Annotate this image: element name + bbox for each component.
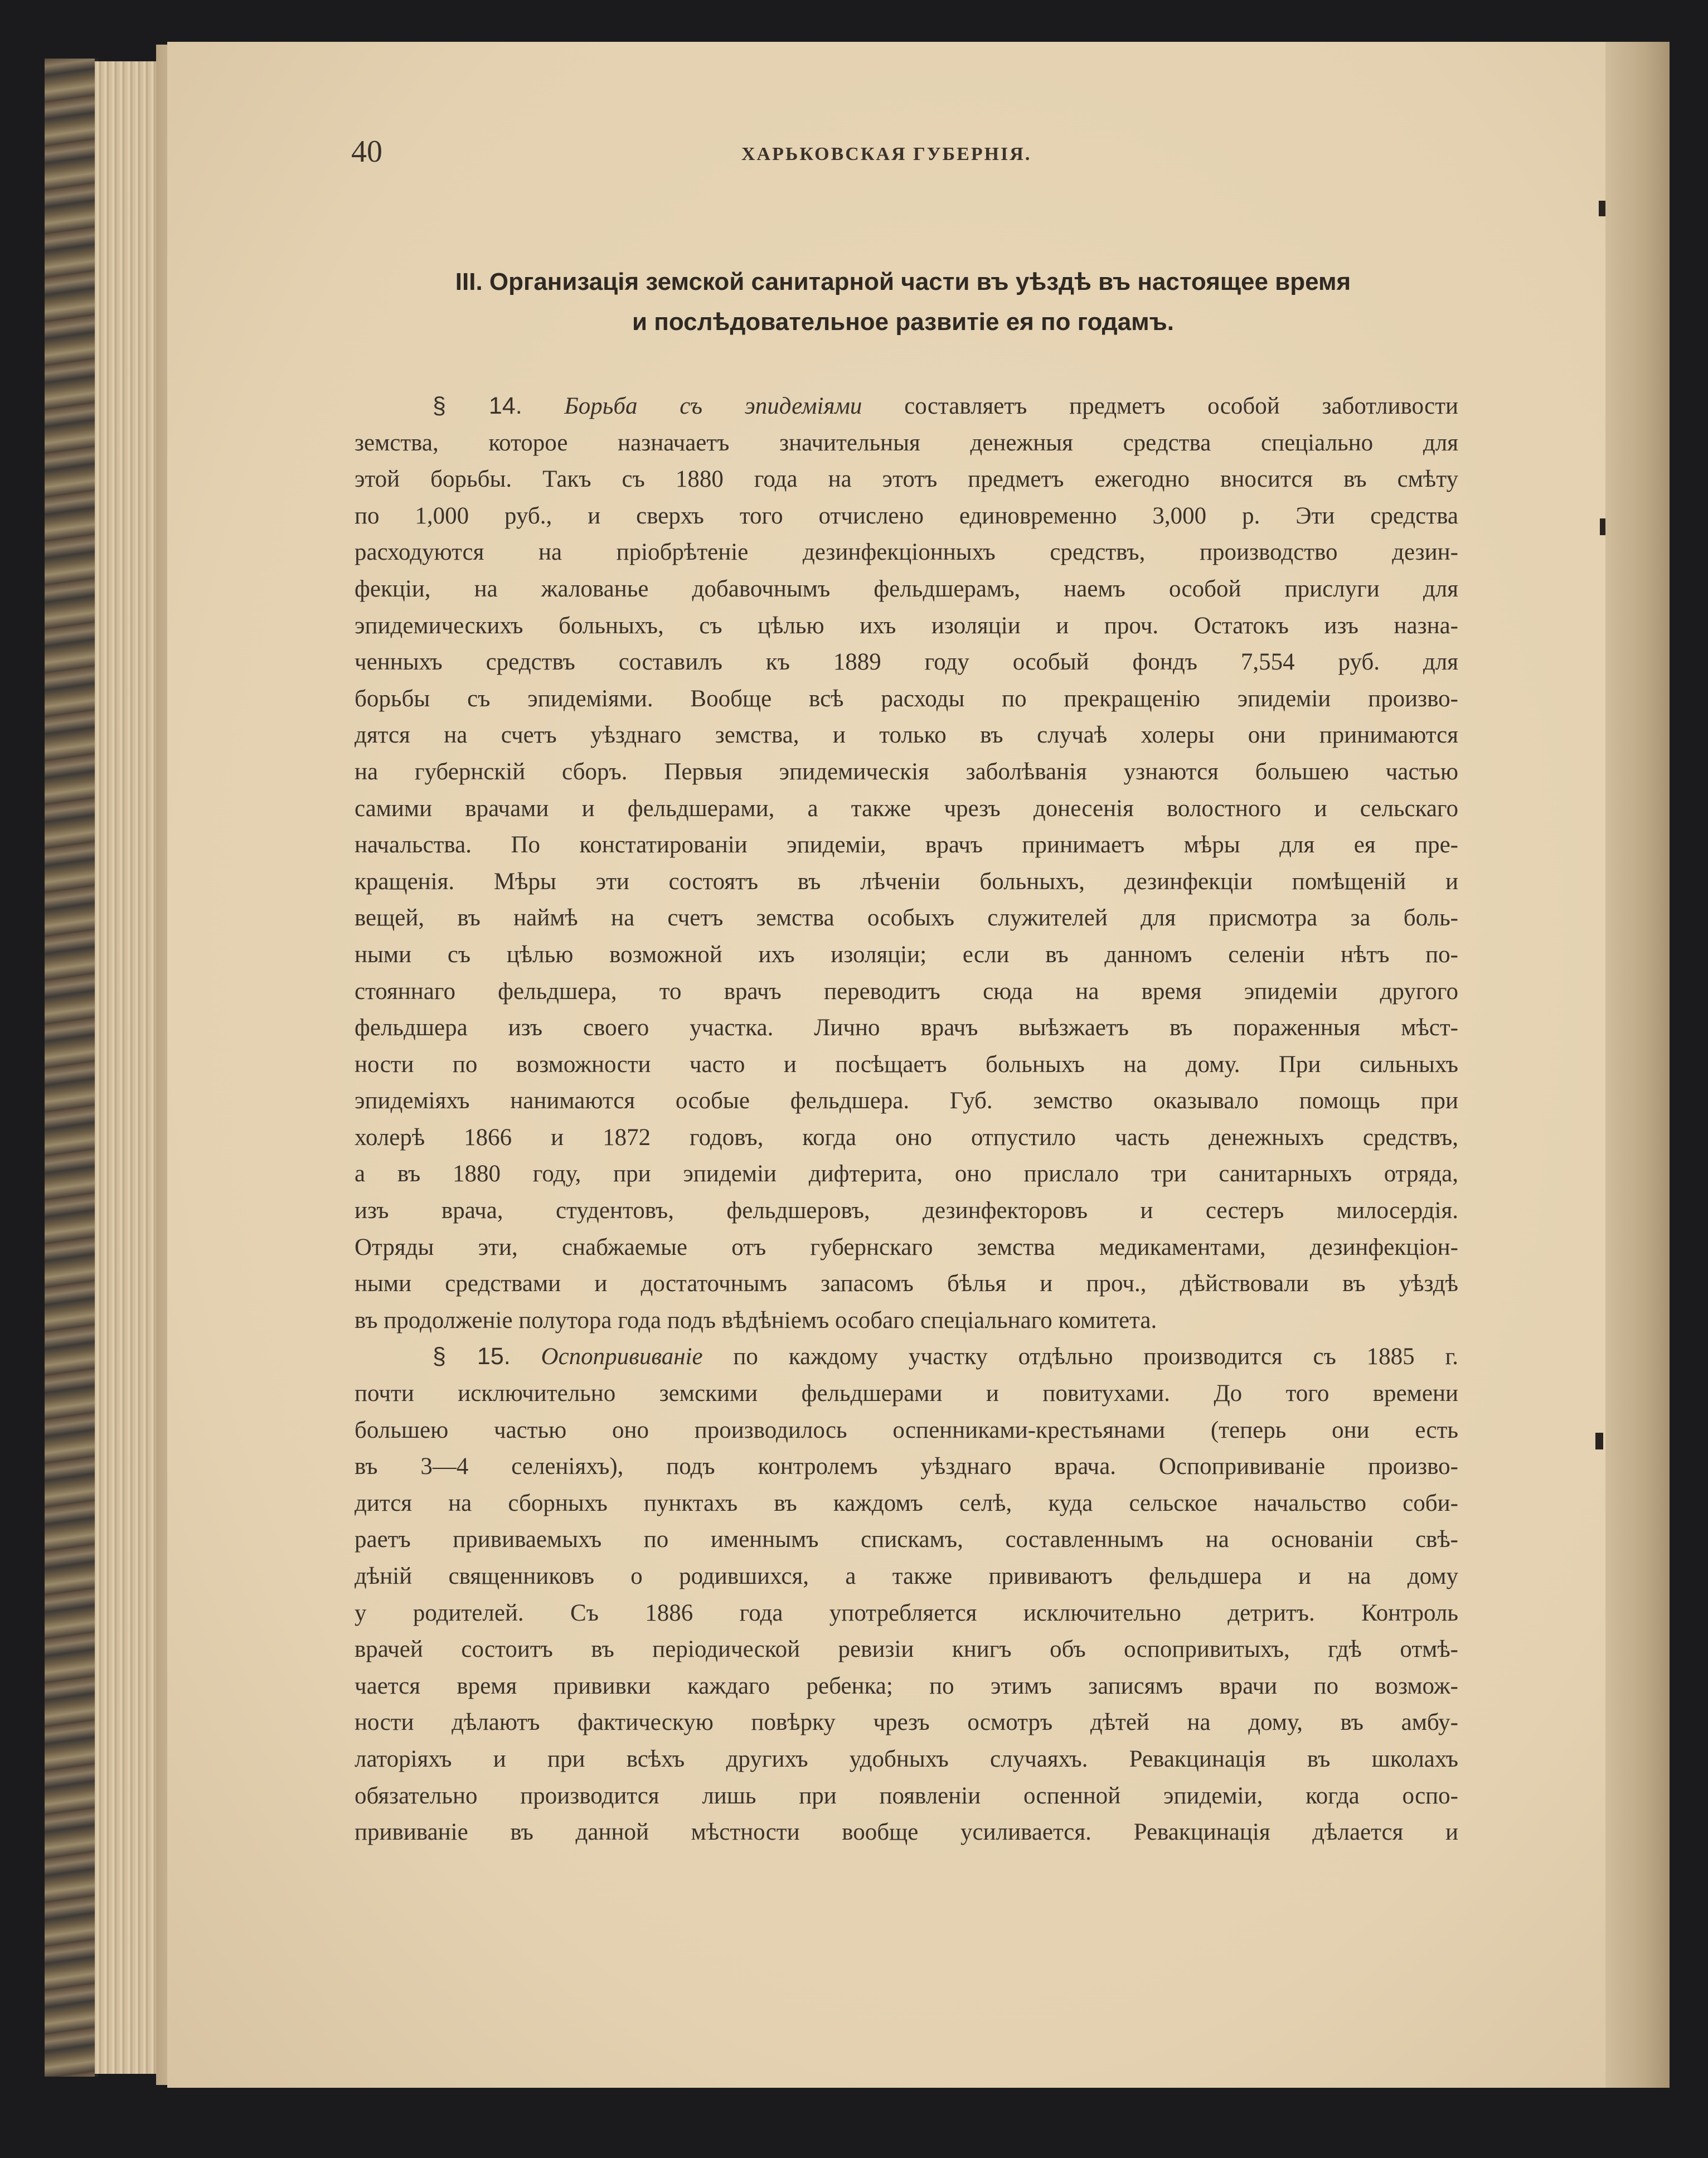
- paragraph-line: борьбы съ эпидеміями. Вообще всѣ расходы по прекращенію эпидеміи произво-: [355, 685, 1458, 712]
- paragraph-line: дѣній священниковъ о родившихся, а также прививаютъ фельдшера и на дому: [355, 1563, 1458, 1589]
- paragraph-line: Отряды эти, снабжаемые отъ губернскаго земства медикаментами, дезинфекціон-: [355, 1234, 1458, 1260]
- section-15-title: Оспопрививаніе: [541, 1344, 703, 1370]
- paragraph-line: вещей, въ наймѣ на счетъ земства особыхъ служителей для присмотра за боль-: [355, 905, 1458, 932]
- paragraph-line: врачей состоитъ въ періодической ревизіи книгъ объ оспопривитыхъ, гдѣ отмѣ-: [355, 1636, 1458, 1663]
- paragraph-line: фекціи, на жалованье добавочнымъ фельдшерамъ, наемъ особой прислуги для: [355, 575, 1458, 602]
- paragraph-line: а въ 1880 году, при эпидеміи дифтерита, оно прислало три санитарныхъ отряда,: [355, 1161, 1458, 1187]
- paragraph-line: у родителей. Съ 1886 года употребляется исключительно детритъ. Контроль: [355, 1599, 1458, 1626]
- paragraph-line: обязательно производится лишь при появленіи оспенной эпидеміи, когда оспо-: [355, 1782, 1458, 1809]
- paragraph-line: холерѣ 1866 и 1872 годовъ, когда оно отпустило часть денежныхъ средствъ,: [355, 1124, 1458, 1151]
- paragraph-line: ными съ цѣлью возможной ихъ изоляціи; если въ данномъ селеніи нѣтъ по-: [355, 941, 1458, 968]
- paragraph-line: ности дѣлаютъ фактическую повѣрку чрезъ осмотръ дѣтей на дому, въ амбу-: [355, 1709, 1458, 1736]
- paragraph-line: раетъ прививаемыхъ по именнымъ спискамъ, составленнымъ на основаніи свѣ-: [355, 1526, 1458, 1553]
- scan-mark: [1600, 518, 1605, 535]
- paragraph-line: ными средствами и достаточнымъ запасомъ бѣлья и проч., дѣйствовали въ уѣздѣ: [355, 1270, 1458, 1297]
- paragraph-line: въ 3—4 селеніяхъ), подъ контролемъ уѣзднаго врача. Оспопрививаніе произво-: [355, 1453, 1458, 1480]
- page-edges: [95, 61, 156, 2074]
- paragraph-line: самими врачами и фельдшерами, а также чрезъ донесенія волостного и сельскаго: [355, 795, 1458, 822]
- running-head: ХАРЬКОВСКАЯ ГУБЕРНІЯ.: [741, 144, 1032, 164]
- chapter-heading: [346, 262, 1460, 342]
- paragraph-line: дятся на счетъ уѣзднаго земства, и только въ случаѣ холеры они принимаются: [355, 722, 1458, 749]
- paragraph-line: по 1,000 руб., и сверхъ того отчислено единовременно 3,000 р. Эти средства: [355, 502, 1458, 529]
- paragraph-line: эпидемическихъ больныхъ, съ цѣлью ихъ изоляціи и проч. Остатокъ изъ назна-: [355, 612, 1458, 639]
- facing-page-edge: [1605, 42, 1670, 2088]
- scan-mark: [1599, 201, 1605, 216]
- paragraph-line: эпидеміяхъ нанимаются особые фельдшера. Губ. земство оказывало помощь при: [355, 1088, 1458, 1114]
- body-text: [355, 388, 1458, 1851]
- paragraph-line: въ продолженіе полутора года подъ вѣдѣніемъ особаго спеціальнаго комитета.: [355, 1307, 1157, 1333]
- paragraph-line: прививаніе въ данной мѣстности вообще усиливается. Ревакцинація дѣлается и: [355, 1819, 1458, 1846]
- section-14-number: § 14.: [433, 392, 522, 419]
- paragraph-line: почти исключительно земскими фельдшерами и повитухами. До того времени: [355, 1380, 1458, 1407]
- paragraph-line: кращенія. Мѣры эти состоятъ въ лѣченіи больныхъ, дезинфекціи помѣщеній и: [355, 868, 1458, 895]
- paragraph-line: начальства. По констатированіи эпидеміи, врачъ принимаетъ мѣры для ея пре-: [355, 832, 1458, 859]
- paragraph-line: стояннаго фельдшера, то врачъ переводитъ сюда на время эпидеміи другого: [355, 978, 1458, 1005]
- book-binding: [45, 59, 98, 2077]
- section-15-number: § 15.: [433, 1343, 511, 1370]
- paragraph-line: латоріяхъ и при всѣхъ другихъ удобныхъ случаяхъ. Ревакцинація въ школахъ: [355, 1745, 1458, 1772]
- scan-mark: [1595, 1433, 1603, 1449]
- paragraph-line: расходуются на пріобрѣтеніе дезинфекціонныхъ средствъ, производство дезин-: [355, 539, 1458, 566]
- paragraph-line: чается время прививки каждаго ребенка; по этимъ записямъ врачи по возмож-: [355, 1672, 1458, 1699]
- section-14-line-rest: составляетъ предметъ особой заботливости: [904, 393, 1458, 419]
- section-15-line-rest: по каждому участку отдѣльно производится съ 1885 г.: [733, 1344, 1458, 1370]
- paragraph-line: земства, которое назначаетъ значительныя денежныя средства спеціально для: [355, 429, 1458, 456]
- section-14-title: Борьба съ эпидеміями: [564, 393, 862, 419]
- section-15-first-line: [355, 1339, 1458, 1375]
- paragraph-line: ченныхъ средствъ составилъ къ 1889 году особый фондъ 7,554 руб. для: [355, 649, 1458, 676]
- paragraph-line: этой борьбы. Такъ съ 1880 года на этотъ предметъ ежегодно вносится въ смѣту: [355, 466, 1458, 493]
- paragraph-line: изъ врача, студентовъ, фельдшеровъ, дезинфекторовъ и сестеръ милосердія.: [355, 1197, 1458, 1224]
- section-14-first-line: [355, 388, 1458, 425]
- page-number: 40: [351, 134, 382, 169]
- paragraph-line: большею частью оно производилось оспенниками-крестьянами (теперь они есть: [355, 1417, 1458, 1443]
- paragraph-line: на губернскій сборъ. Первыя эпидемическія заболѣванія узнаются большею частью: [355, 758, 1458, 785]
- paragraph-line: ности по возможности часто и посѣщаетъ больныхъ на дому. При сильныхъ: [355, 1051, 1458, 1078]
- heading-line-2: и послѣдовательное развитіе ея по годамъ.: [632, 308, 1175, 336]
- paragraph-line: дится на сборныхъ пунктахъ въ каждомъ селѣ, куда сельское начальство соби-: [355, 1490, 1458, 1516]
- paragraph-line: фельдшера изъ своего участка. Лично врачъ выѣзжаетъ въ пораженныя мѣст-: [355, 1015, 1458, 1041]
- heading-line-1: III. Организація земской санитарной части въ уѣздѣ въ настоящее время: [455, 268, 1351, 295]
